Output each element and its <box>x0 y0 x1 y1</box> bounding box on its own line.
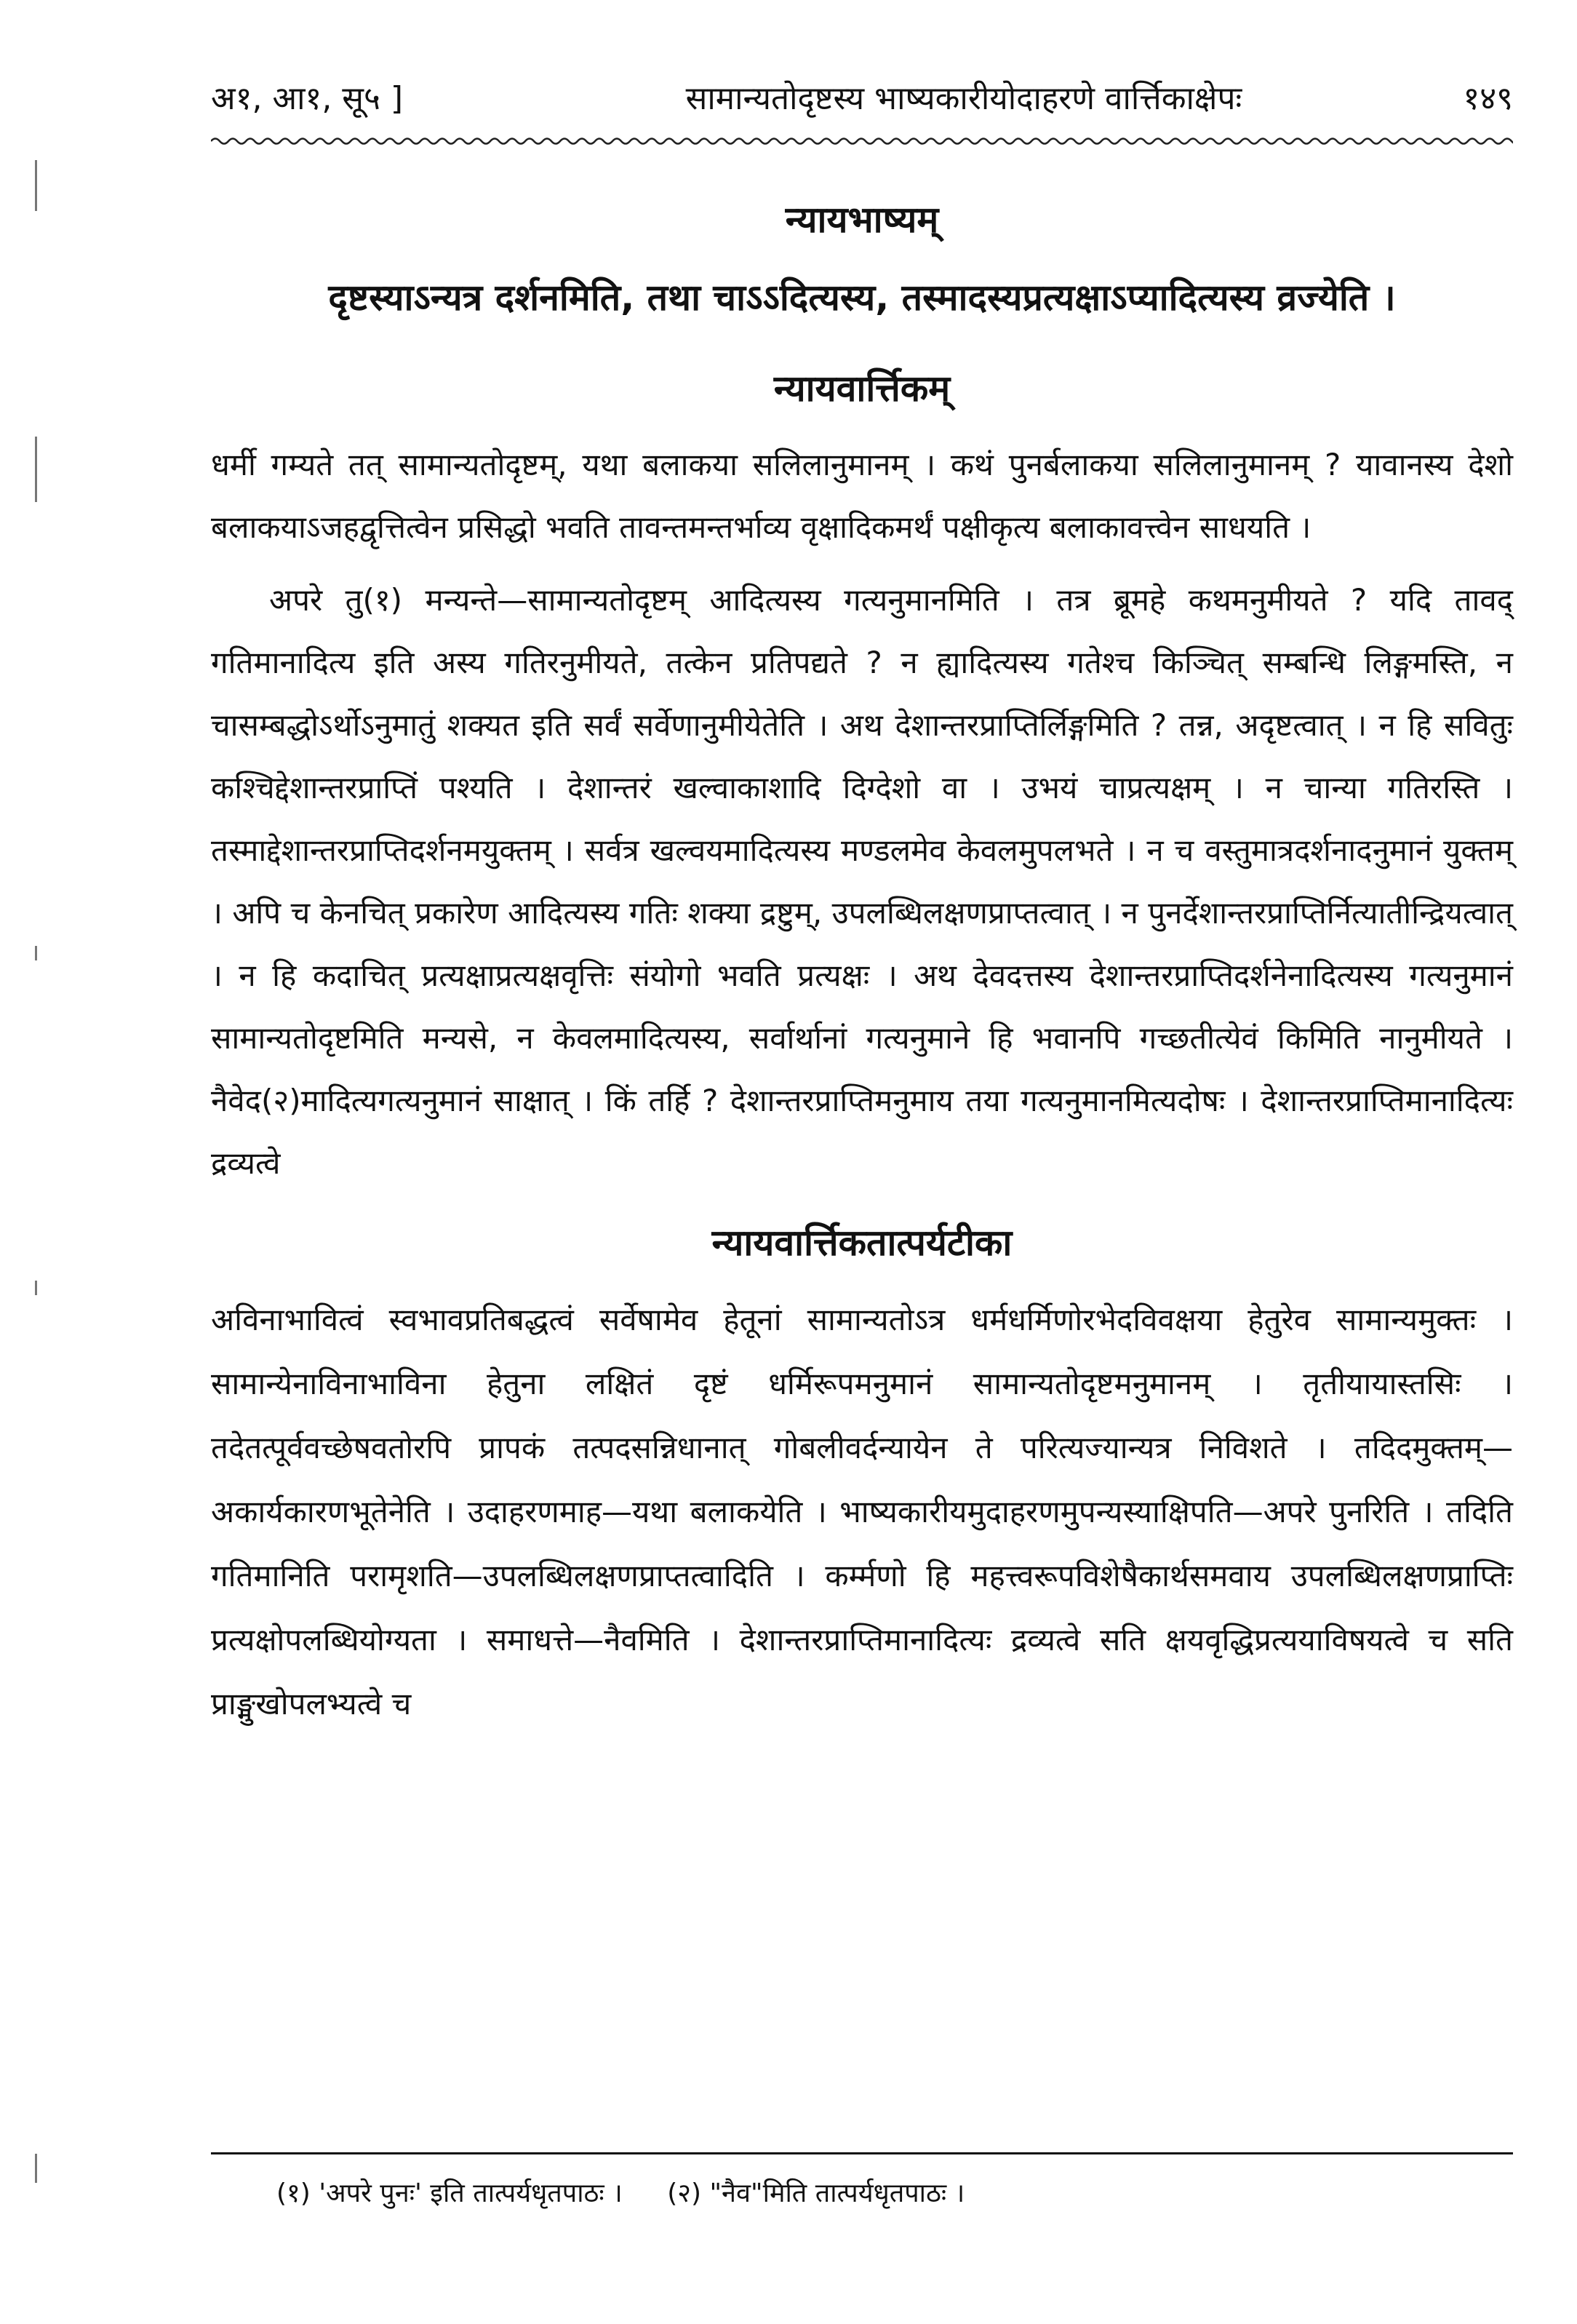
nyayavartika-paragraph-1: धर्मी गम्यते तत् सामान्यतोदृष्टम्, यथा बलाकया सलिलानुमानम् । कथं पुनर्बलाकया सलिलानुमानम् ? यावानस्य देशो बलाकयाऽजहद्वृत्तित्वेन प्रसिद्धो भवति तावन्तमन्तर्भाव्य वृक्षादिकमर्थं पक्षीकृत्य बलाकावत्त्वेन साधयति । <box>211 447 1513 545</box>
footnotes <box>276 2168 1001 2219</box>
sutra-reference: अ१, आ१, सू५ ] <box>211 80 404 117</box>
nyayavartika-paragraph-2: अपरे तु(१) मन्यन्ते—सामान्यतोदृष्टम् आदित्यस्य गत्यनुमानमिति । तत्र ब्रूमहे कथमनुमीयते ? यदि तावद् गतिमानादित्य इति अस्य गतिरनुमीयते, तत्केन प्रतिपद्यते ? न ह्यादित्यस्य गतेश्च किञ्चित् सम्बन्धि लिङ्गमस्ति, न चासम्बद्धोऽर्थोऽनुमातुं शक्यत इति सर्वं सर्वेणानुमीयेतेति । अथ देशान्तरप्राप्तिर्लिङ्गमिति ? तन्न, अदृष्टत्वात् । न हि सवितुः कश्चिद्देशान्तरप्राप्तिं पश्यति । देशान्तरं खल्वाकाशादि दिग्देशो वा । उभयं चाप्रत्यक्षम् । न चान्या गतिरस्ति । तस्माद्देशान्तरप्राप्तिदर्शनमयुक्तम् । सर्वत्र खल्वयमादित्यस्य मण्डलमेव केवलमुपलभते । न च वस्तुमात्रदर्शनादनुमानं युक्तम् । अपि च केनचित् प्रकारेण आदित्यस्य गतिः शक्या द्रष्टुम्, उपलब्धिलक्षणप्राप्तत्वात् । न पुनर्देशान्तरप्राप्तिर्नित्यातीन्द्रियत्वात् । न हि कदाचित् प्रत्यक्षाप्रत्यक्षवृत्तिः संयोगो भवति प्रत्यक्षः । अथ देवदत्तस्य देशान्तरप्राप्तिदर्शनेनादित्यस्य गत्यनुमानं सामान्यतोदृष्टमिति मन्यसे, न केवलमादित्यस्य, सर्वार्थानां गत्यनुमाने हि भवानपि गच्छतीत्येवं किमिति नानुमीयते । नैवेद(२)मादित्यगत्यनुमानं साक्षात् । किं तर्हि ? देशान्तरप्राप्तिमनुमाय तया गत्यनुमानमित्यदोषः । देशान्तरप्राप्तिमानादित्यः द्रव्यत्वे <box>211 582 1513 1181</box>
tatparyatika-text: अविनाभावित्वं स्वभावप्रतिबद्धत्वं सर्वेषामेव हेतूनां सामान्यतोऽत्र धर्मधर्मिणोरभेदविवक्षया हेतुरेव सामान्यमुक्तः । सामान्येनाविनाभाविना हेतुना लक्षितं दृष्टं धर्मिरूपमनुमानं सामान्यतोदृष्टमनुमानम् । तृतीयायास्तसिः । तदेतत्पूर्ववच्छेषवतोरपि प्रापकं तत्पदसन्निधानात् गोबलीवर्दन्यायेन ते परित्यज्यान्यत्र निविशते । तदिदमुक्तम्—अकार्यकारणभूतेनेति । उदाहरणमाह—यथा बलाकयेति । भाष्यकारीयमुदाहरणमुपन्यस्याक्षिपति—अपरे पुनरिति । तदिति गतिमानिति परामृशति—उपलब्धिलक्षणप्राप्तत्वादिति । कर्म्मणो हि महत्त्वरूपविशेषैकार्थसमवाय उपलब्धिलक्षणप्राप्तिः प्रत्यक्षोपलब्धियोग्यता । समाधत्ते—नैवमिति । देशान्तरप्राप्तिमानादित्यः द्रव्यत्वे सति क्षयवृद्धिप्रत्ययाविषयत्वे च सति प्राङ्मुखोपलभ्यत्वे च <box>211 1302 1513 1722</box>
nyayabhashya-text: दृष्टस्याऽन्यत्र दर्शनमिति, तथा चाऽऽदित्यस्य, तस्मादस्यप्रत्यक्षाऽप्यादित्यस्य व्रज्येति । <box>328 276 1396 319</box>
nyayavartika-heading: न्यायवार्त्तिकम् <box>773 367 951 410</box>
footnote-2: (२) "नैव"मिति तात्पर्यधृतपाठः । <box>667 2178 965 2208</box>
page-header <box>211 65 1513 132</box>
nyayabhashya-heading: न्यायभाष्यम् <box>785 199 939 241</box>
footnote-1: (१) 'अपरे पुनः' इति तात्पर्यधृतपाठः । <box>276 2178 623 2208</box>
page-number: १४९ <box>1463 80 1513 117</box>
header-wavy-rule <box>211 135 1513 147</box>
running-title: सामान्यतोदृष्टस्य भाष्यकारीयोदाहरणे वार्त्तिकाक्षेपः <box>685 80 1242 117</box>
margin-scan-marks <box>29 0 44 2324</box>
tatparyatika-heading: न्यायवार्त्तिकतात्पर्यटीका <box>711 1222 1013 1264</box>
book-page <box>211 65 1513 2292</box>
footnote-rule <box>211 2152 1513 2154</box>
